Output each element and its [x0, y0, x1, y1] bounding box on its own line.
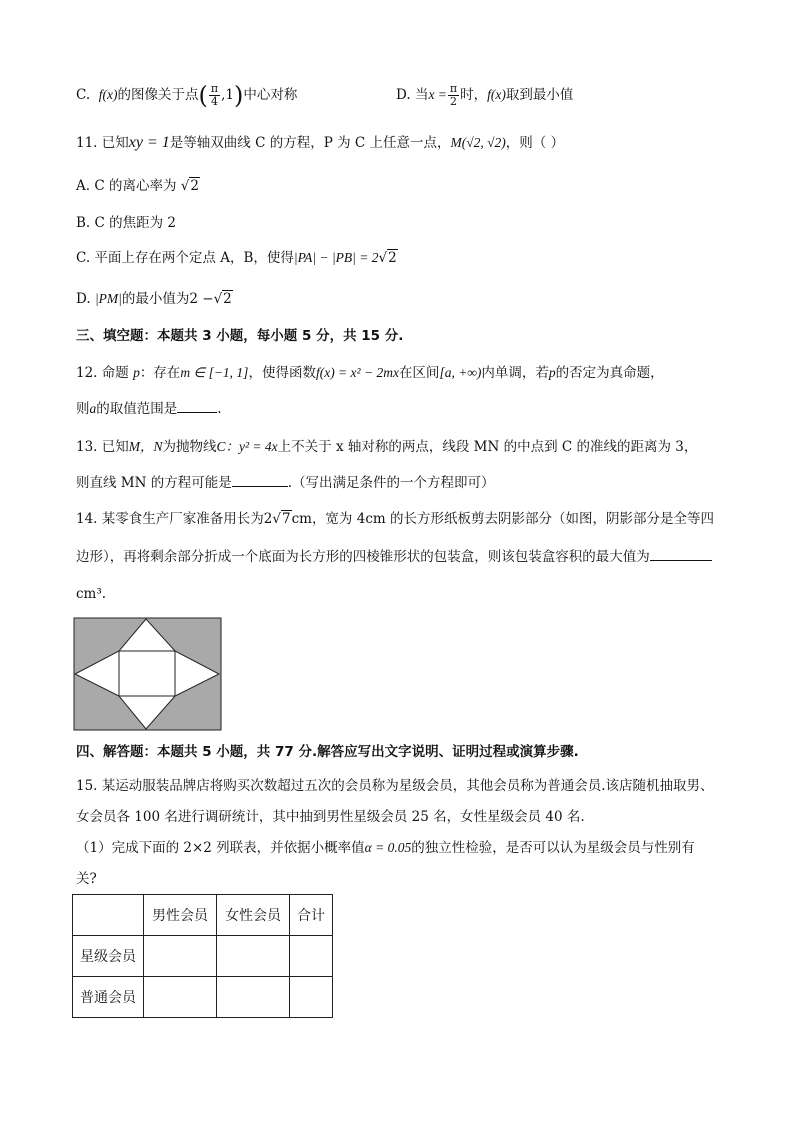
q12-text-3: ，使得函数 [248, 365, 316, 381]
q11-stem [76, 133, 564, 153]
table-cell[interactable] [290, 936, 333, 977]
q11-option-b [76, 213, 176, 233]
option-c-text: C. 平面上存在两个定点 A，B，使得 [76, 250, 294, 266]
table-header-row [73, 895, 333, 936]
question-number: 11. [76, 135, 98, 151]
option-d-text-3: 取到最小值 [505, 87, 574, 103]
unit-cm: cm [291, 511, 312, 527]
var-p: p [133, 365, 140, 380]
var-p: p [548, 365, 556, 380]
option-label: C. [76, 87, 91, 103]
base-rectangle [119, 651, 175, 696]
section-4-heading: 四、解答题：本题共 5 小题，共 77 分.解答应写出文字说明、证明过程或演算步骤. [76, 744, 579, 760]
q11-option-a: A. C 的离心率为 √2 [76, 178, 199, 194]
q12-line-1 [76, 363, 664, 383]
table-cell[interactable] [217, 977, 290, 1018]
table-row [73, 936, 333, 977]
answer-blank[interactable] [650, 546, 712, 561]
q15-part-1 [76, 838, 695, 858]
table-cell[interactable] [290, 977, 333, 1018]
q13-text-2: 为抛物线 [162, 439, 217, 455]
function-def: f(x) = x² − 2mx [315, 365, 399, 380]
point-y: 1 [225, 87, 234, 103]
sqrt-7: 7 [281, 511, 291, 527]
q11-option-c: C. 平面上存在两个定点 A，B，使得|PA| − |PB| = 2√2 [76, 250, 397, 266]
q13-line-1 [76, 437, 697, 457]
q14-text-2: ，宽为 4cm 的长方形纸板剪去阴影部分（如图，阴影部分是全等四 [311, 511, 714, 527]
q12-text-7: 则 [76, 401, 90, 417]
option-d-text: 当 [414, 87, 429, 103]
q11-stem-2: 是等轴双曲线 C 的方程，P 为 C 上任意一点， [169, 135, 451, 151]
option-label: D. [396, 87, 411, 103]
q15-part-1-end: 关? [76, 871, 97, 887]
q13-text-5: .（写出满足条件的一个方程即可） [287, 475, 495, 491]
q11-equation: xy = 1 [128, 134, 170, 151]
q14-text-3: 边形），再将剩余部分折成一个底面为长方形的四棱锥形状的包装盒，则该包装盒容积的最大值为 [76, 549, 650, 565]
q12-text-1: 12. 命题 [76, 365, 129, 381]
q12-line-2 [76, 398, 222, 419]
fraction-pi-4: $\frac{\pi}{4}$ [210, 82, 219, 108]
value-expr: 2 − [189, 291, 214, 307]
q15-part1-text-2: 的独立性检验，是否可以认为星级会员与性别有 [411, 840, 695, 856]
q12-text-4: 在区间 [398, 365, 440, 381]
function-fx: f(x) [487, 87, 506, 102]
table-row [73, 977, 333, 1018]
table-header-cell: 合计 [290, 895, 333, 936]
cardboard-figure [73, 617, 223, 732]
sqrt-2: 2 [223, 291, 232, 307]
abs-expression: |PA| − |PB| = 2 [293, 250, 379, 265]
q14-line-2 [76, 546, 712, 567]
table-row-label: 星级会员 [73, 936, 144, 977]
length-coef: 2 [263, 511, 273, 527]
option-label: D. [76, 291, 91, 307]
section-3-heading: 三、填空题：本题共 3 小题，每小题 5 分，共 15 分. [76, 328, 404, 344]
q14-line-1: 14. 某零食生产厂家准备用长为2√7cm，宽为 4cm 的长方形纸板剪去阴影部分（如图，阴影部分是全等四 [76, 511, 714, 527]
interval: [a, +∞) [439, 365, 482, 380]
table-cell[interactable] [144, 936, 217, 977]
q15-part1-text-1: （1）完成下面的 2×2 列联表，并依据小概率值 [76, 840, 365, 856]
contingency-table [72, 894, 333, 1018]
option-c-text-2: 中心对称 [243, 87, 298, 103]
sqrt-2: 2 [388, 250, 397, 266]
option-c-text: 的图像关于点 [117, 87, 199, 103]
q12-text-5: 内单调，若 [481, 365, 549, 381]
answer-blank[interactable] [232, 472, 288, 487]
q11-point-m: M(√2, √2) [450, 135, 506, 150]
q11-stem-1: 已知 [101, 135, 129, 151]
table-header-cell [73, 895, 144, 936]
q11-option-d: D. |PM|的最小值为2 −√2 [76, 291, 232, 307]
abs-pm: |PM| [94, 291, 122, 306]
function-fx: f(x) [98, 87, 118, 102]
option-a-text: A. C 的离心率为 [76, 178, 177, 194]
table-cell[interactable] [144, 977, 217, 1018]
q12-text-2: ：存在 [139, 365, 181, 381]
q14-text-1: 14. 某零食生产厂家准备用长为 [76, 511, 264, 527]
x-var: x = [428, 87, 447, 102]
table-header-cell: 男性会员 [144, 895, 217, 936]
set-m: m ∈ [−1, 1] [180, 365, 249, 380]
q14-line-3: cm³. [76, 586, 107, 602]
q15-line-2: 女会员各 100 名进行调研统计，其中抽到男性星级会员 25 名，女性星级会员 40 名. [76, 809, 585, 825]
option-b-text: B. C 的焦距为 2 [76, 215, 177, 231]
parabola-eq: C：y² = 4x [216, 439, 278, 454]
period: . [217, 401, 222, 417]
q13-text-4: 则直线 MN 的方程可能是 [76, 475, 232, 491]
sqrt-2: 2 [190, 178, 199, 194]
points-mn: M，N [128, 439, 163, 454]
table-row-label: 普通会员 [73, 977, 144, 1018]
q13-text-1: 13. 已知 [76, 439, 129, 455]
var-a: a [89, 401, 97, 416]
answer-blank[interactable] [177, 398, 217, 413]
fraction-pi-2: $\frac{\pi}{2}$ [449, 82, 458, 108]
q15-line-1: 15. 某运动服装品牌店将购买次数超过五次的会员称为星级会员，其他会员称为普通会员.该店随机抽取男、 [76, 778, 714, 794]
option-d-text-2: 时， [460, 87, 488, 103]
q10-option-d [396, 83, 573, 108]
table-cell[interactable] [217, 936, 290, 977]
q10-option-c: C. f(x)的图像关于点( $\frac{\pi}{4}$ ,1)中心对称 [76, 81, 298, 110]
q12-text-8: 的取值范围是 [96, 401, 178, 417]
q12-text-6: 的否定为真命题， [555, 365, 664, 381]
alpha-value: α = 0.05 [364, 840, 412, 855]
table-header-cell: 女性会员 [217, 895, 290, 936]
q11-stem-3: ，则（ ） [505, 135, 565, 151]
option-d-text: 的最小值为 [121, 291, 190, 307]
q13-line-2 [76, 472, 495, 493]
q13-text-3: 上不关于 x 轴对称的两点，线段 MN 的中点到 C 的准线的距离为 3， [277, 439, 698, 455]
